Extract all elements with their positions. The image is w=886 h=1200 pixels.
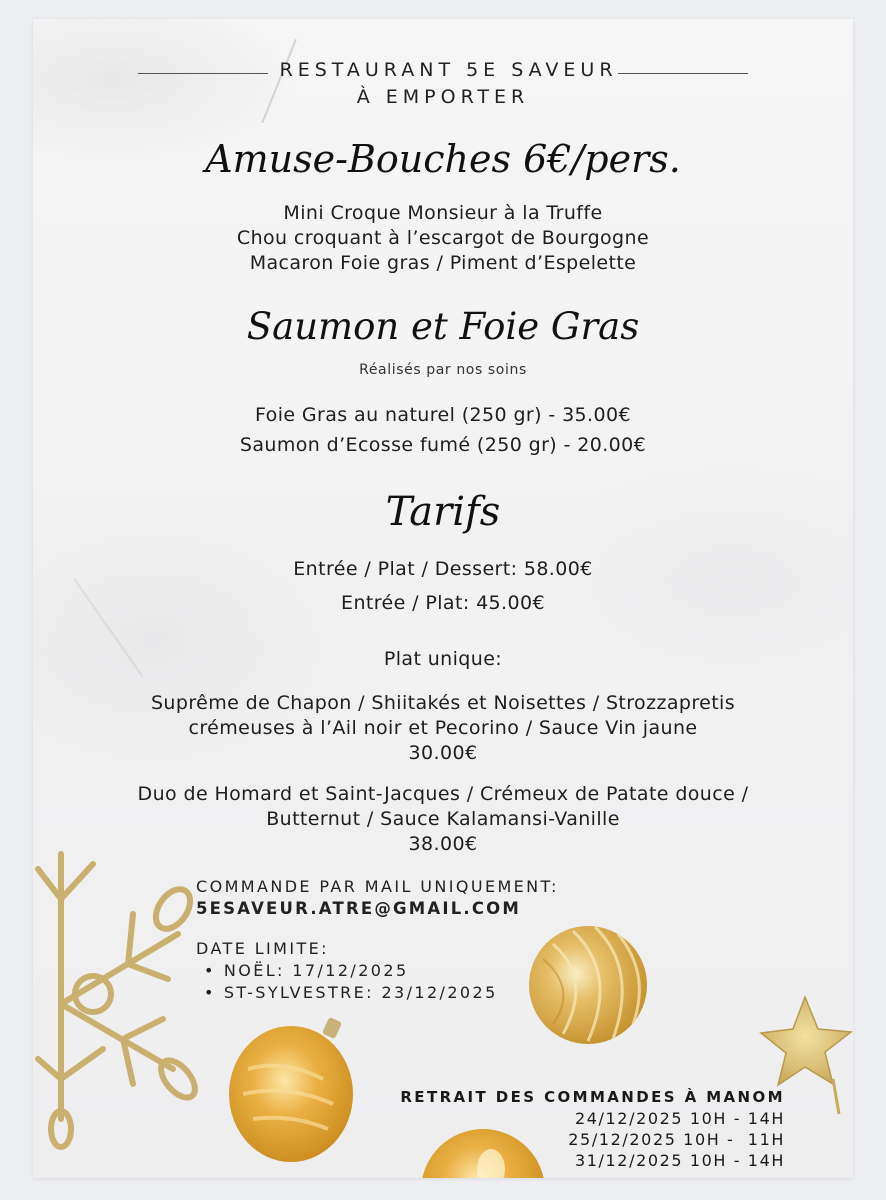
menu-item: Macaron Foie gras / Piment d’Espelette [249,252,637,274]
plat-item: Suprême de Chapon / Shiitakés et Noisettes / Strozzapretis crémeuses à l’Ail noir et Pecorino / Sauce Vin jaune 30.00€ [33,691,853,766]
menu-item: Mini Croque Monsieur à la Truffe [283,202,603,224]
menu-item: Foie Gras au naturel (250 gr) - 35.00€ [255,404,631,426]
menu-flyer [33,19,853,1178]
menu-item: Saumon d’Ecosse fumé (250 gr) - 20.00€ [239,434,647,456]
deadline-label: DATE LIMITE: [196,939,329,958]
order-email-link[interactable]: 5ESAVEUR.ATRE@GMAIL.COM [196,899,522,918]
divider-right [618,73,748,74]
formula-price: Entrée / Plat: 45.00€ [341,592,545,614]
pickup-title: RETRAIT DES COMMANDES À MANOM [400,1088,785,1106]
tarifs-title: Tarifs [385,489,501,535]
gold-bauble-icon [229,1017,353,1162]
takeaway-subtitle: À EMPORTER [356,86,530,108]
amuse-bouches-list [33,201,853,276]
order-label: COMMANDE PAR MAIL UNIQUEMENT: [196,877,559,896]
deadline-list [196,960,559,1004]
saumon-foie-gras-list [33,400,853,460]
divider-left [138,73,268,74]
restaurant-name: RESTAURANT 5E SAVEUR [33,59,853,81]
plat-unique-label: Plat unique: [383,648,503,670]
saumon-foie-gras-subtitle: Réalisés par nos soins [359,362,527,378]
order-info [196,876,559,1004]
pickup-info [400,1086,785,1171]
deadline-item: • ST-SYLVESTRE: 23/12/2025 [204,982,559,1004]
formula-price: Entrée / Plat / Dessert: 58.00€ [293,558,593,580]
plat-price: 30.00€ [408,742,478,764]
plat-item: Duo de Homard et Saint-Jacques / Crémeux de Patate douce / Butternut / Sauce Kalamansi-Vanille 38.00€ [33,782,853,857]
marble-vein [261,39,297,123]
pickup-slot: 31/12/2025 10H - 14H [574,1151,785,1170]
deadline-item: • NOËL: 17/12/2025 [204,960,559,982]
amuse-bouches-title: Amuse-Bouches 6€/pers. [205,137,681,181]
snowflake-icon [38,854,201,1147]
menu-item: Chou croquant à l’escargot de Bourgogne [236,227,650,249]
saumon-foie-gras-title: Saumon et Foie Gras [246,305,640,348]
tarifs-formulas [33,552,853,620]
pickup-slot: 25/12/2025 10H - 11H [568,1130,785,1149]
plat-price: 38.00€ [408,833,478,855]
pickup-slot: 24/12/2025 10H - 14H [574,1109,785,1128]
